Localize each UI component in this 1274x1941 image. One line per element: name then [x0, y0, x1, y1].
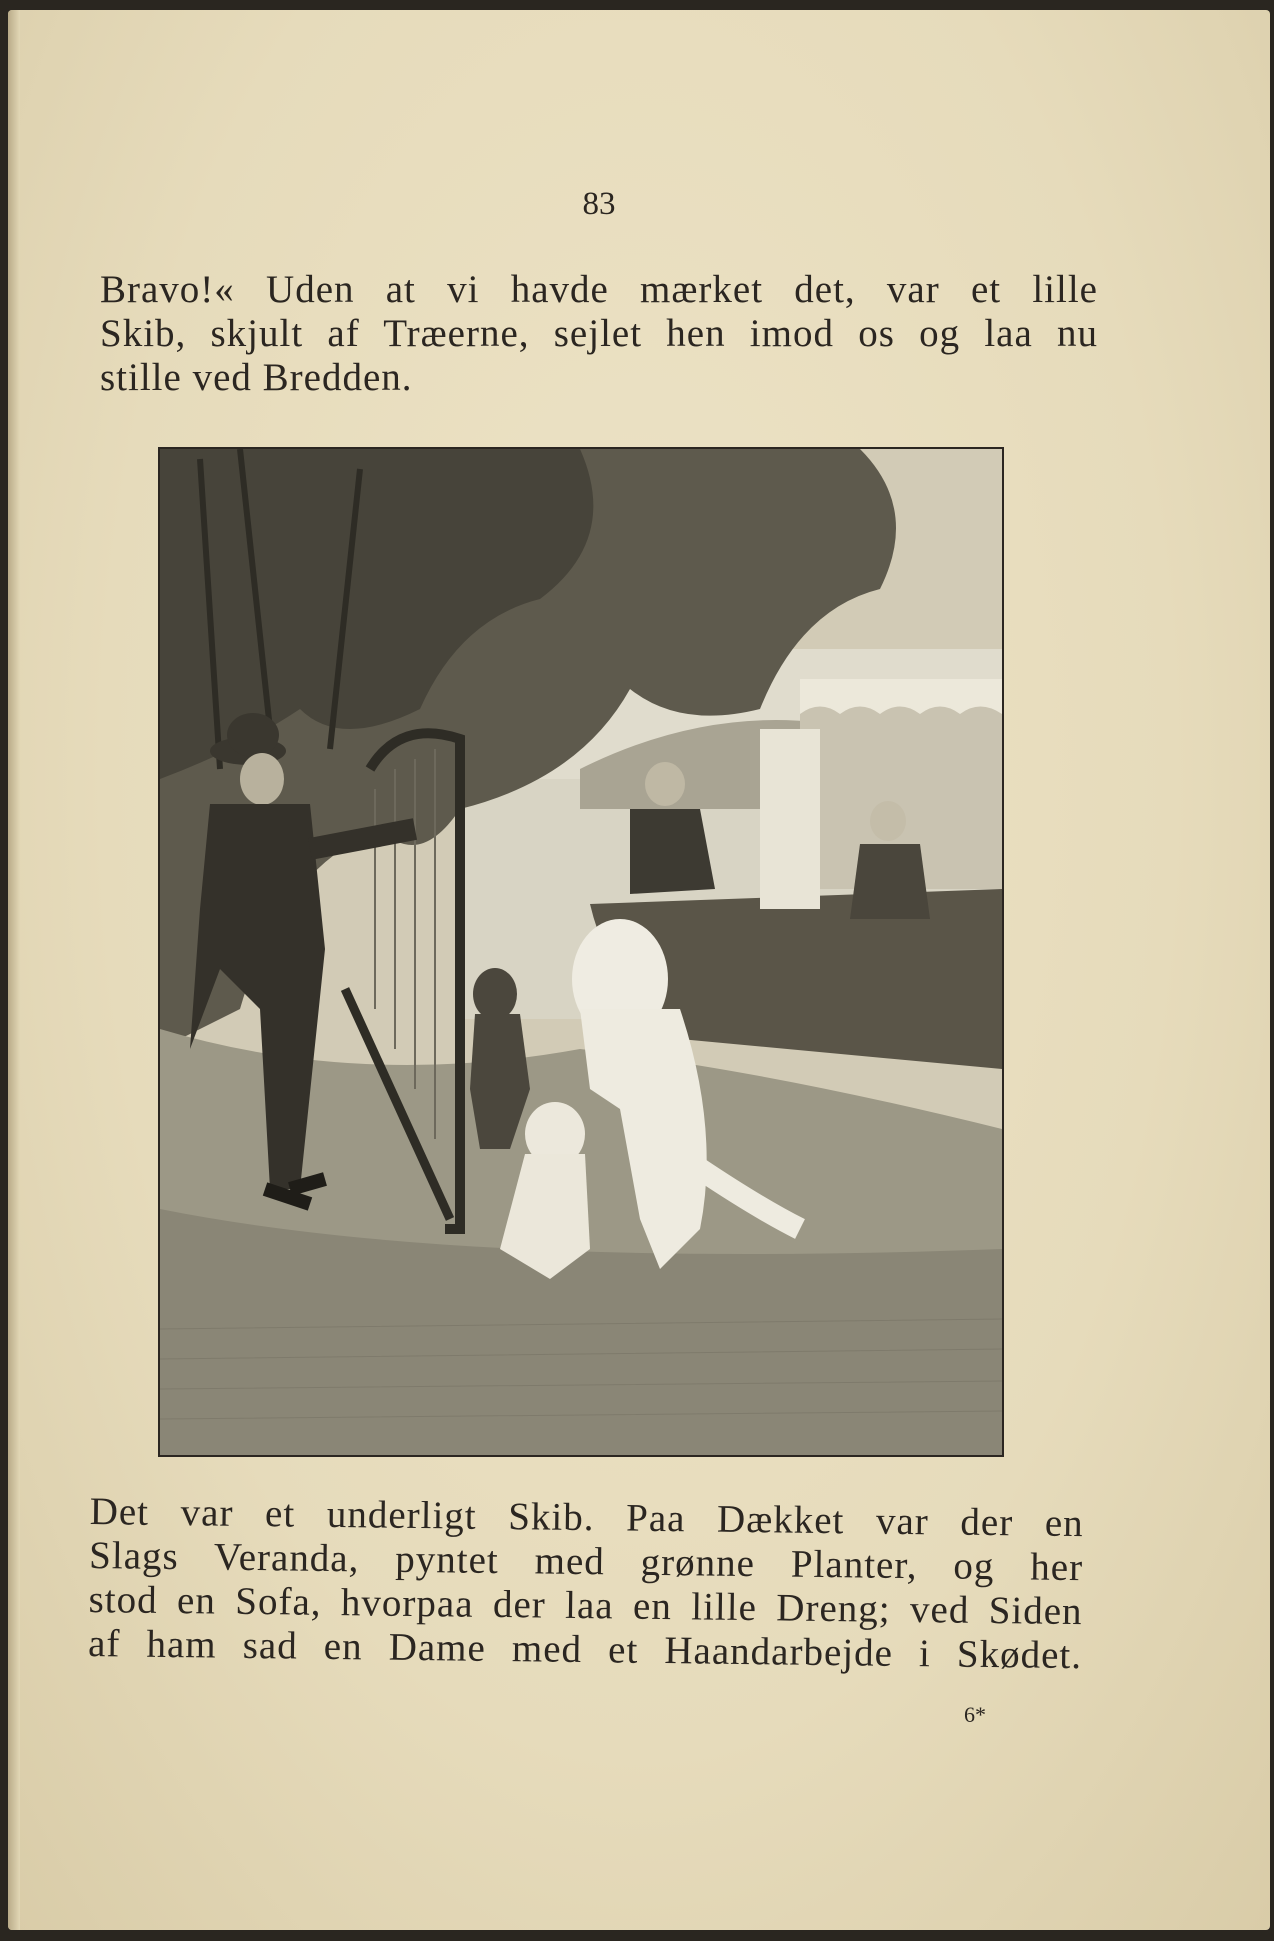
- signature-mark: 6*: [964, 1702, 986, 1727]
- paragraph-bottom: [88, 1490, 1084, 1678]
- book-page: [8, 10, 1270, 1930]
- illustration-drawing: [160, 449, 1002, 1455]
- page-gutter: [8, 10, 20, 1930]
- illustration-engraving: [158, 447, 1004, 1457]
- text-line: af ham sad en Dame med et Haandarbejde i Skødet.: [87, 1621, 1083, 1678]
- text-line: Bravo!« Uden at vi havde mærket det, var et lille: [100, 268, 1098, 311]
- text-line: stille ved Bredden.: [100, 356, 413, 399]
- page-number: 83: [582, 186, 616, 222]
- text-line: Det var et underligt Skib. Paa Dækket var der en: [89, 1490, 1084, 1546]
- text-line: Slags Veranda, pyntet med grønne Planter, og her: [88, 1533, 1084, 1590]
- text-line: stod en Sofa, hvorpaa der laa en lille Dreng; ved Siden: [88, 1577, 1083, 1634]
- paragraph-top: [100, 268, 1098, 400]
- text-line: Skib, skjult af Træerne, sejlet hen imod os og laa nu: [100, 312, 1098, 355]
